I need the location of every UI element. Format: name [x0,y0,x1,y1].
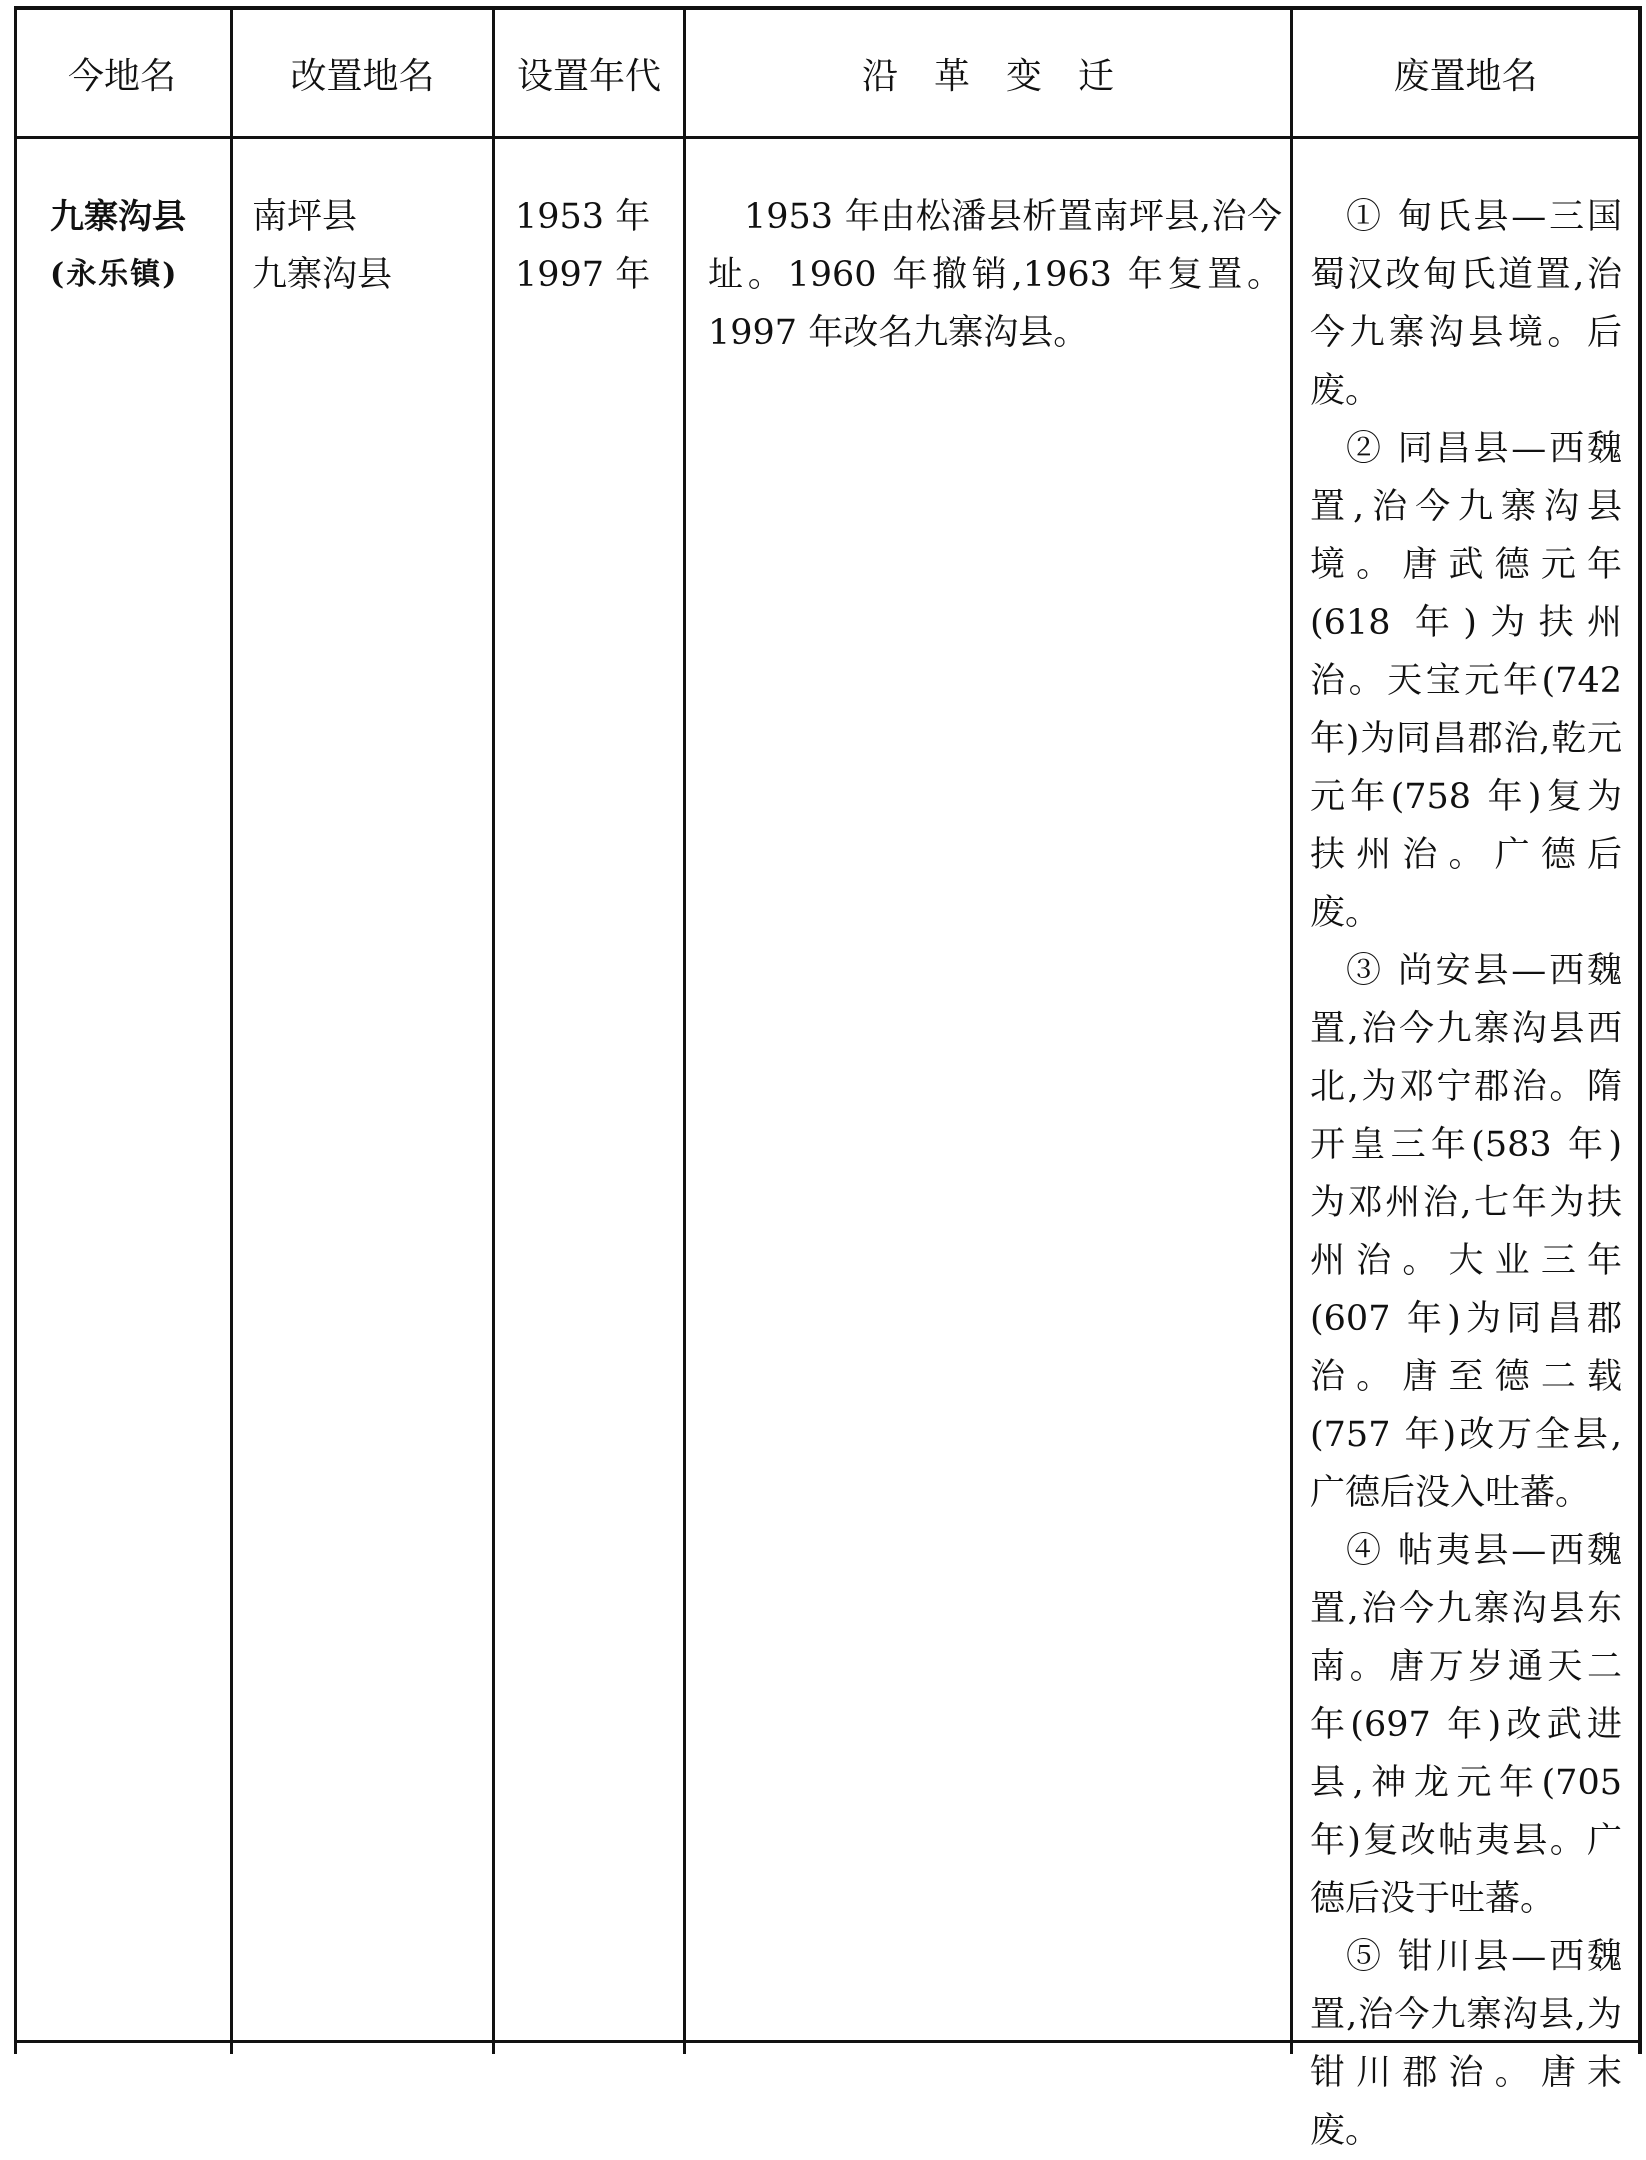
cell-years [515,188,675,304]
today-name-main: 九寨沟县 [50,197,186,237]
cell-today-name [50,188,230,304]
abolished-item: ① 甸氏县—三国蜀汉改甸氏道置,治今九寨沟县境。后废。 [1310,197,1622,411]
header-renamed: 改置地名 [290,55,435,97]
header-abolished: 废置地名 [1393,55,1538,97]
header-history: 沿 革 变 迁 [861,55,1114,97]
column-divider [1290,6,1293,2054]
abolished-item: ④ 帖夷县—西魏置,治今九寨沟县东南。唐万岁通天二年(697 年)改武进县,神龙元年(705 年)复改帖夷县。广德后没于吐蕃。 [1310,1531,1622,1919]
header-today-name: 今地名 [67,55,176,97]
abolished-item: ② 同昌县—西魏置,治今九寨沟县境。唐武德元年(618 年)为扶州治。天宝元年(742 年)为同昌郡治,乾元元年(758 年)复为扶州治。广德后废。 [1310,429,1622,933]
history-text: 1953 年由松潘县析置南坪县,治今址。1960 年撤销,1963 年复置。1997 年改名九寨沟县。 [708,197,1282,353]
renamed-item: 九寨沟县 [252,255,393,295]
column-divider [230,6,233,2054]
cell-abolished [1310,188,1622,2160]
abolished-item: ⑤ 钳川县—西魏置,治今九寨沟县,为钳川郡治。唐末废。 [1310,1937,1622,2151]
cell-history [708,188,1282,362]
column-divider [492,6,495,2054]
column-divider [683,6,686,2054]
abolished-item: ③ 尚安县—西魏置,治今九寨沟县西北,为邓宁郡治。隋开皇三年(583 年)为邓州治,七年为扶州治。大业三年(607 年)为同昌郡治。唐至德二载(757 年)改万全县,广德后没入吐蕃。 [1310,951,1622,1513]
cell-renamed [252,188,492,304]
today-name-sub: (永乐镇) [50,257,179,292]
year-item: 1953 年 [515,197,651,237]
year-item: 1997 年 [515,255,651,295]
renamed-item: 南坪县 [252,197,358,237]
header-year-set: 设置年代 [516,55,661,97]
